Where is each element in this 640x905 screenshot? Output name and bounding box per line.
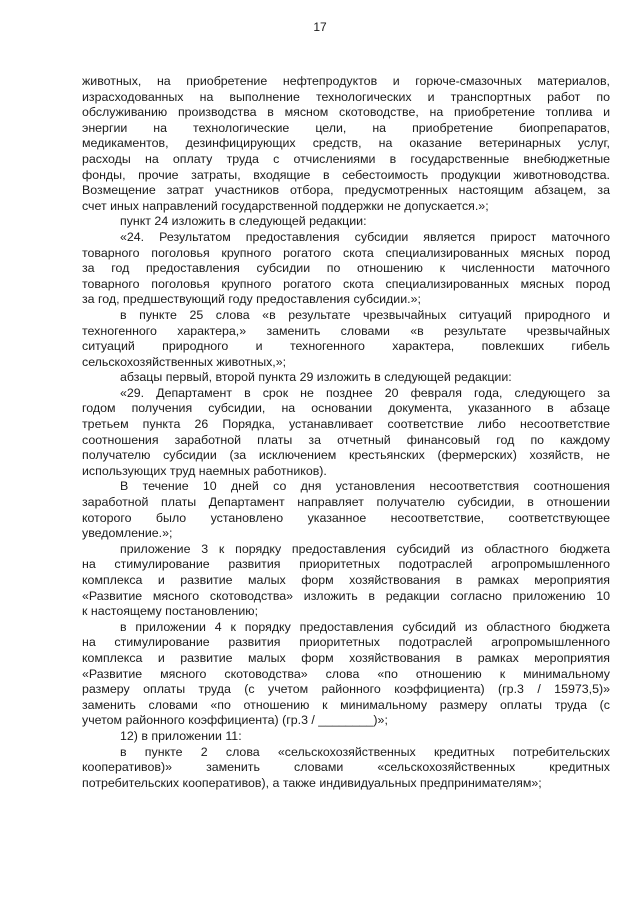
text-line: соотношения заработной платы за отчетный финансовый год по каждому — [82, 432, 610, 447]
text-line: фонды, прочие затраты, входящие в себестоимость продукции животноводства. — [82, 167, 610, 182]
text-line: приложение 3 к порядку предоставления субсидий из областного бюджета — [120, 541, 610, 556]
text-line: заменить словами «по отношению к минимальному размеру оплаты труда (с — [82, 697, 610, 712]
text-line: годом получения субсидии, на основании документа, указанного в абзаце — [82, 401, 610, 416]
text-line: медикаментов, дезинфицирующих средств, на оказание ветеринарных услуг, — [82, 136, 610, 151]
text-line: «24. Результатом предоставления субсидии является прирост маточного — [120, 229, 610, 244]
text-line: энергии на технологические цели, на приобретение биопрепаратов, — [82, 120, 610, 135]
text-line: 12) в приложении 11: — [120, 728, 242, 743]
text-line: учетом районного коэффициента) (гр.3 / ________)»; — [82, 713, 388, 728]
text-line: на стимулирование развития приоритетных подотраслей агропромышленного — [82, 557, 610, 572]
text-line: животных, на приобретение нефтепродуктов и горюче-смазочных материалов, — [82, 74, 610, 88]
text-line: В течение 10 дней со дня установления несоответствия соотношения — [120, 479, 610, 494]
text-line: «Развитие мясного скотоводства» изложить в редакции согласно приложению 10 — [82, 588, 610, 603]
text-line: потребительских кооперативов), а также индивидуальных предпринимателям»; — [82, 775, 542, 790]
text-line: комплекса и развитие малых форм хозяйствования в рамках мероприятия — [82, 650, 610, 665]
text-line: заработной платы Департамент направляет получателю субсидии, в отношении — [82, 495, 610, 510]
text-line: Возмещение затрат участников отбора, предусмотренных настоящим абзацем, за — [82, 183, 610, 198]
text-line: получателю субсидии (за исключением крестьянских (фермерских) хозяйств, не — [82, 448, 610, 463]
text-line: за год, предшествующий году предоставления субсидии.»; — [82, 292, 421, 307]
text-line: комплекса и развитие малых форм хозяйствования в рамках мероприятия — [82, 573, 610, 587]
text-line: размеру оплаты труда (с учетом районного коэффициента) (гр.3 / 15973,5)» — [82, 682, 610, 697]
text-line: «Развитие мясного скотоводства» слова «по отношению к минимальному — [82, 666, 610, 681]
text-line: использующих труд наемных работников). — [82, 463, 327, 478]
text-line: на стимулирование развития приоритетных подотраслей агропромышленного — [82, 635, 610, 650]
document-body — [82, 74, 610, 791]
text-line: израсходованных на выполнение технологических и транспортных работ по — [82, 89, 610, 104]
text-line: товарного поголовья крупного рогатого скота специализированных мясных пород — [82, 276, 610, 291]
text-line: товарного поголовья крупного рогатого скота специализированных мясных пород — [82, 245, 610, 260]
text-line: за год предоставления субсидии по отношению к численности маточного — [82, 261, 610, 276]
text-line: расходы на оплату труда с отчислениями в государственные внебюджетные — [82, 151, 610, 166]
text-line: кооперативов)» заменить словами «сельскохозяйственных кредитных — [82, 760, 610, 775]
text-line: в приложении 4 к порядку предоставления субсидий из областного бюджета — [120, 619, 610, 634]
text-line: которого было установлено указанное несоответствие, соответствующее — [82, 510, 610, 525]
page-number: 17 — [313, 20, 327, 34]
text-line: «29. Департамент в срок не позднее 20 февраля года, следующего за — [120, 385, 610, 400]
text-line: в пункте 25 слова «в результате чрезвычайных ситуаций природного и — [120, 307, 610, 322]
text-line: счет иных направлений государственной поддержки не допускается.»; — [82, 198, 489, 213]
text-line: техногенного характера,» заменить словами «в результате чрезвычайных — [82, 323, 610, 338]
text-line: обслуживанию производства в мясном скотоводстве, на приобретение топлива и — [82, 105, 610, 120]
text-line: уведомление.»; — [82, 526, 173, 541]
text-line: абзацы первый, второй пункта 29 изложить в следующей редакции: — [120, 370, 512, 385]
text-line: в пункте 2 слова «сельскохозяйственных кредитных потребительских — [120, 744, 610, 759]
text-line: третьем пункта 26 Порядка, устанавливает соответствие либо несоответствие — [82, 417, 610, 432]
text-line: сельскохозяйственных животных,»; — [82, 354, 287, 369]
text-line: ситуаций природного и техногенного характера, повлекших гибель — [82, 339, 610, 354]
text-line: пункт 24 изложить в следующей редакции: — [120, 214, 367, 229]
text-line: к настоящему постановлению; — [82, 604, 259, 619]
